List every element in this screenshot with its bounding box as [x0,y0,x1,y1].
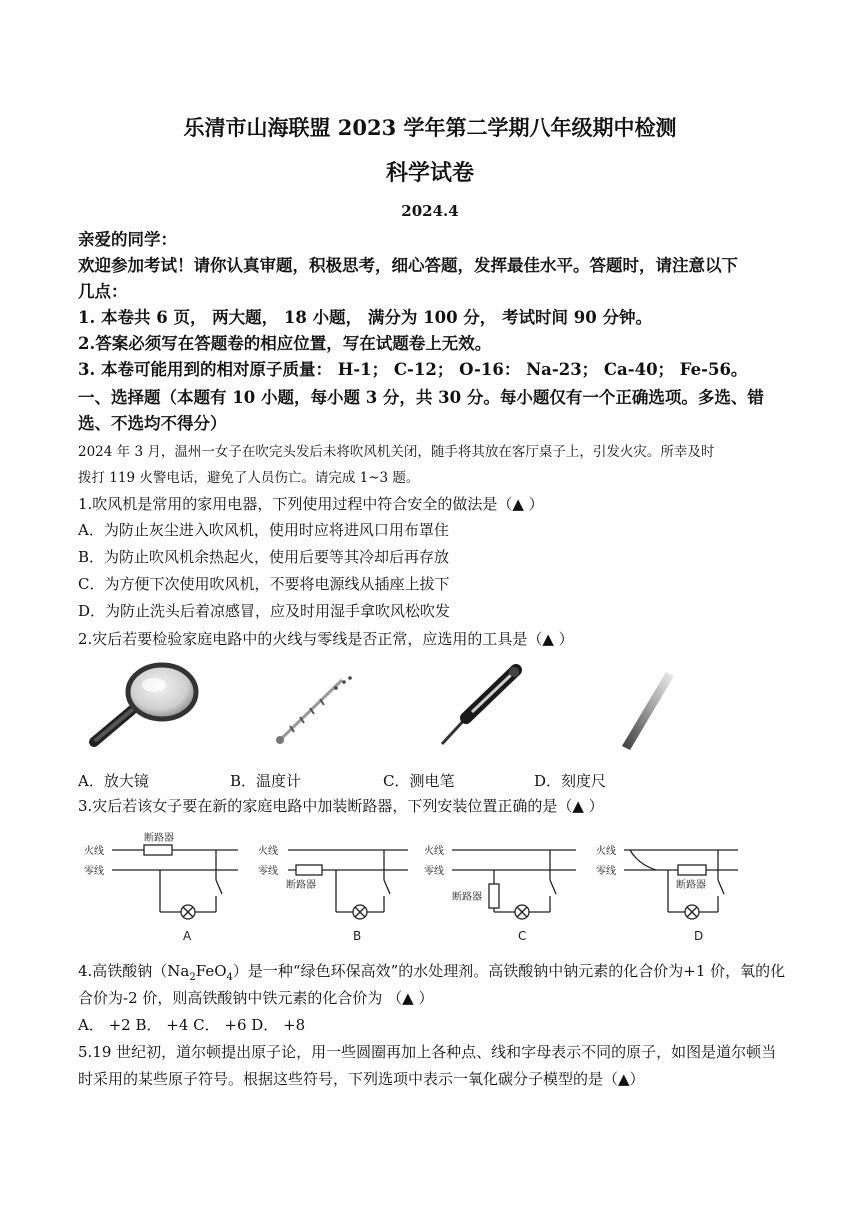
thermometer-image [270,668,360,748]
welcome-line-1: 欢迎参加考试！请你认真审题，积极思考，细心答题，发挥最佳水平。答题时，请注意以下 [78,256,738,275]
section-heading-line-2: 选、不选均不得分） [78,414,227,433]
q1-stem: 1.吹风机是常用的家用电器，下列使用过程中符合安全的做法是（▲ ） [78,495,544,513]
q1-option-c: C．为方便下次使用吹风机，不要将电源线从插座上拔下 [78,575,450,593]
label-breaker-d: 断路器 [676,880,706,891]
test-pencil-image [432,662,532,752]
q4-options: A． +2 B． +4 C． +6 D． +8 [78,1016,306,1034]
q4-stem-line-2: 合价为-2 价，则高铁酸钠中铁元素的化合价为 （▲ ） [78,989,434,1007]
circuit-diagrams [78,828,778,948]
option-label-d: D [694,929,704,943]
label-live-a: 火线 [84,846,104,857]
q4-stem-line-1: 4.高铁酸钠$(Na_2FeO_4)$是一种“绿色环保高效”的水处理剂。高铁酸钠中钠元素的化合价为+1 价，氧的化 [78,962,786,983]
section-heading-line-1: 一、选择题（本题有 10 小题，每小题 3 分，共 30 分。每小题仅有一个正确选项。多选、错 [78,388,764,407]
label-live-b: 火线 [258,846,278,857]
passage-line-2: 拨打 119 火警电话，避免了人员伤亡。请完成 1~3 题。 [78,470,420,486]
note-2: 2.答案必须写在答题卷的相应位置，写在试题卷上无效。 [78,334,492,353]
exam-title: 乐清市山海联盟 2023 学年第二学期八年级期中检测 [183,115,677,140]
q1-option-a: A．为防止灰尘进入吹风机，使用时应将进风口用布罩住 [78,521,449,539]
note-1: 1. 本卷共 6 页， 两大题， 18 小题， 满分为 100 分， 考试时间 90 分钟。 [78,308,653,327]
label-breaker-c: 断路器 [452,892,482,903]
label-breaker-a: 断路器 [144,833,174,844]
option-label-c: C [518,929,527,943]
label-neutral-a: 零线 [84,866,104,877]
note-3: 3. 本卷可能用到的相对原子质量： H-1； C-12； O-16： Na-23； Ca-40； Fe-56。 [78,360,748,379]
exam-subtitle: 科学试卷 [385,160,474,186]
greeting: 亲爱的同学： [78,230,177,249]
label-live-d: 火线 [596,846,616,857]
welcome-line-2: 几点： [78,282,128,301]
q5-stem-line-1: 5.19 世纪初，道尔顿提出原子论，用一些圆圈再加上各种点、线和字母表示不同的原子，如图是道尔顿当 [78,1043,777,1061]
q5-stem-line-2: 时采用的某些原子符号。根据这些符号，下列选项中表示一氧化碳分子模型的是（▲） [78,1070,645,1088]
label-breaker-b: 断路器 [286,880,316,891]
q2-option-c: C．测电笔 [383,772,455,790]
q1-option-d: D．为防止洗头后着凉感冒，应及时用湿手拿吹风松吹发 [78,602,451,620]
passage-line-1: 2024 年 3 月，温州一女子在吹完头发后未将吹风机关闭，随手将其放在客厅桌子上，引发火灾。所幸及时 [78,444,715,460]
label-neutral-b: 零线 [258,866,278,877]
label-live-c: 火线 [424,846,444,857]
q2-option-b: B．温度计 [230,772,302,790]
q3-stem: 3.灾后若该女子要在新的家庭电路中加装断路器，下列安装位置正确的是（▲ ） [78,797,604,815]
magnifier-image [84,660,204,750]
q2-option-a: A．放大镜 [78,772,149,790]
option-label-b: B [353,929,362,943]
q2-stem: 2.灾后若要检验家庭电路中的火线与零线是否正常，应选用的工具是（▲ ） [78,630,574,648]
label-neutral-d: 零线 [596,866,616,877]
ruler-image [608,664,688,754]
label-neutral-c: 零线 [424,866,444,877]
exam-date: 2024.4 [401,202,459,220]
option-label-a: A [183,929,192,943]
q1-option-b: B．为防止吹风机余热起火，使用后要等其冷却后再存放 [78,548,450,566]
q2-option-d: D．刻度尺 [534,772,607,790]
